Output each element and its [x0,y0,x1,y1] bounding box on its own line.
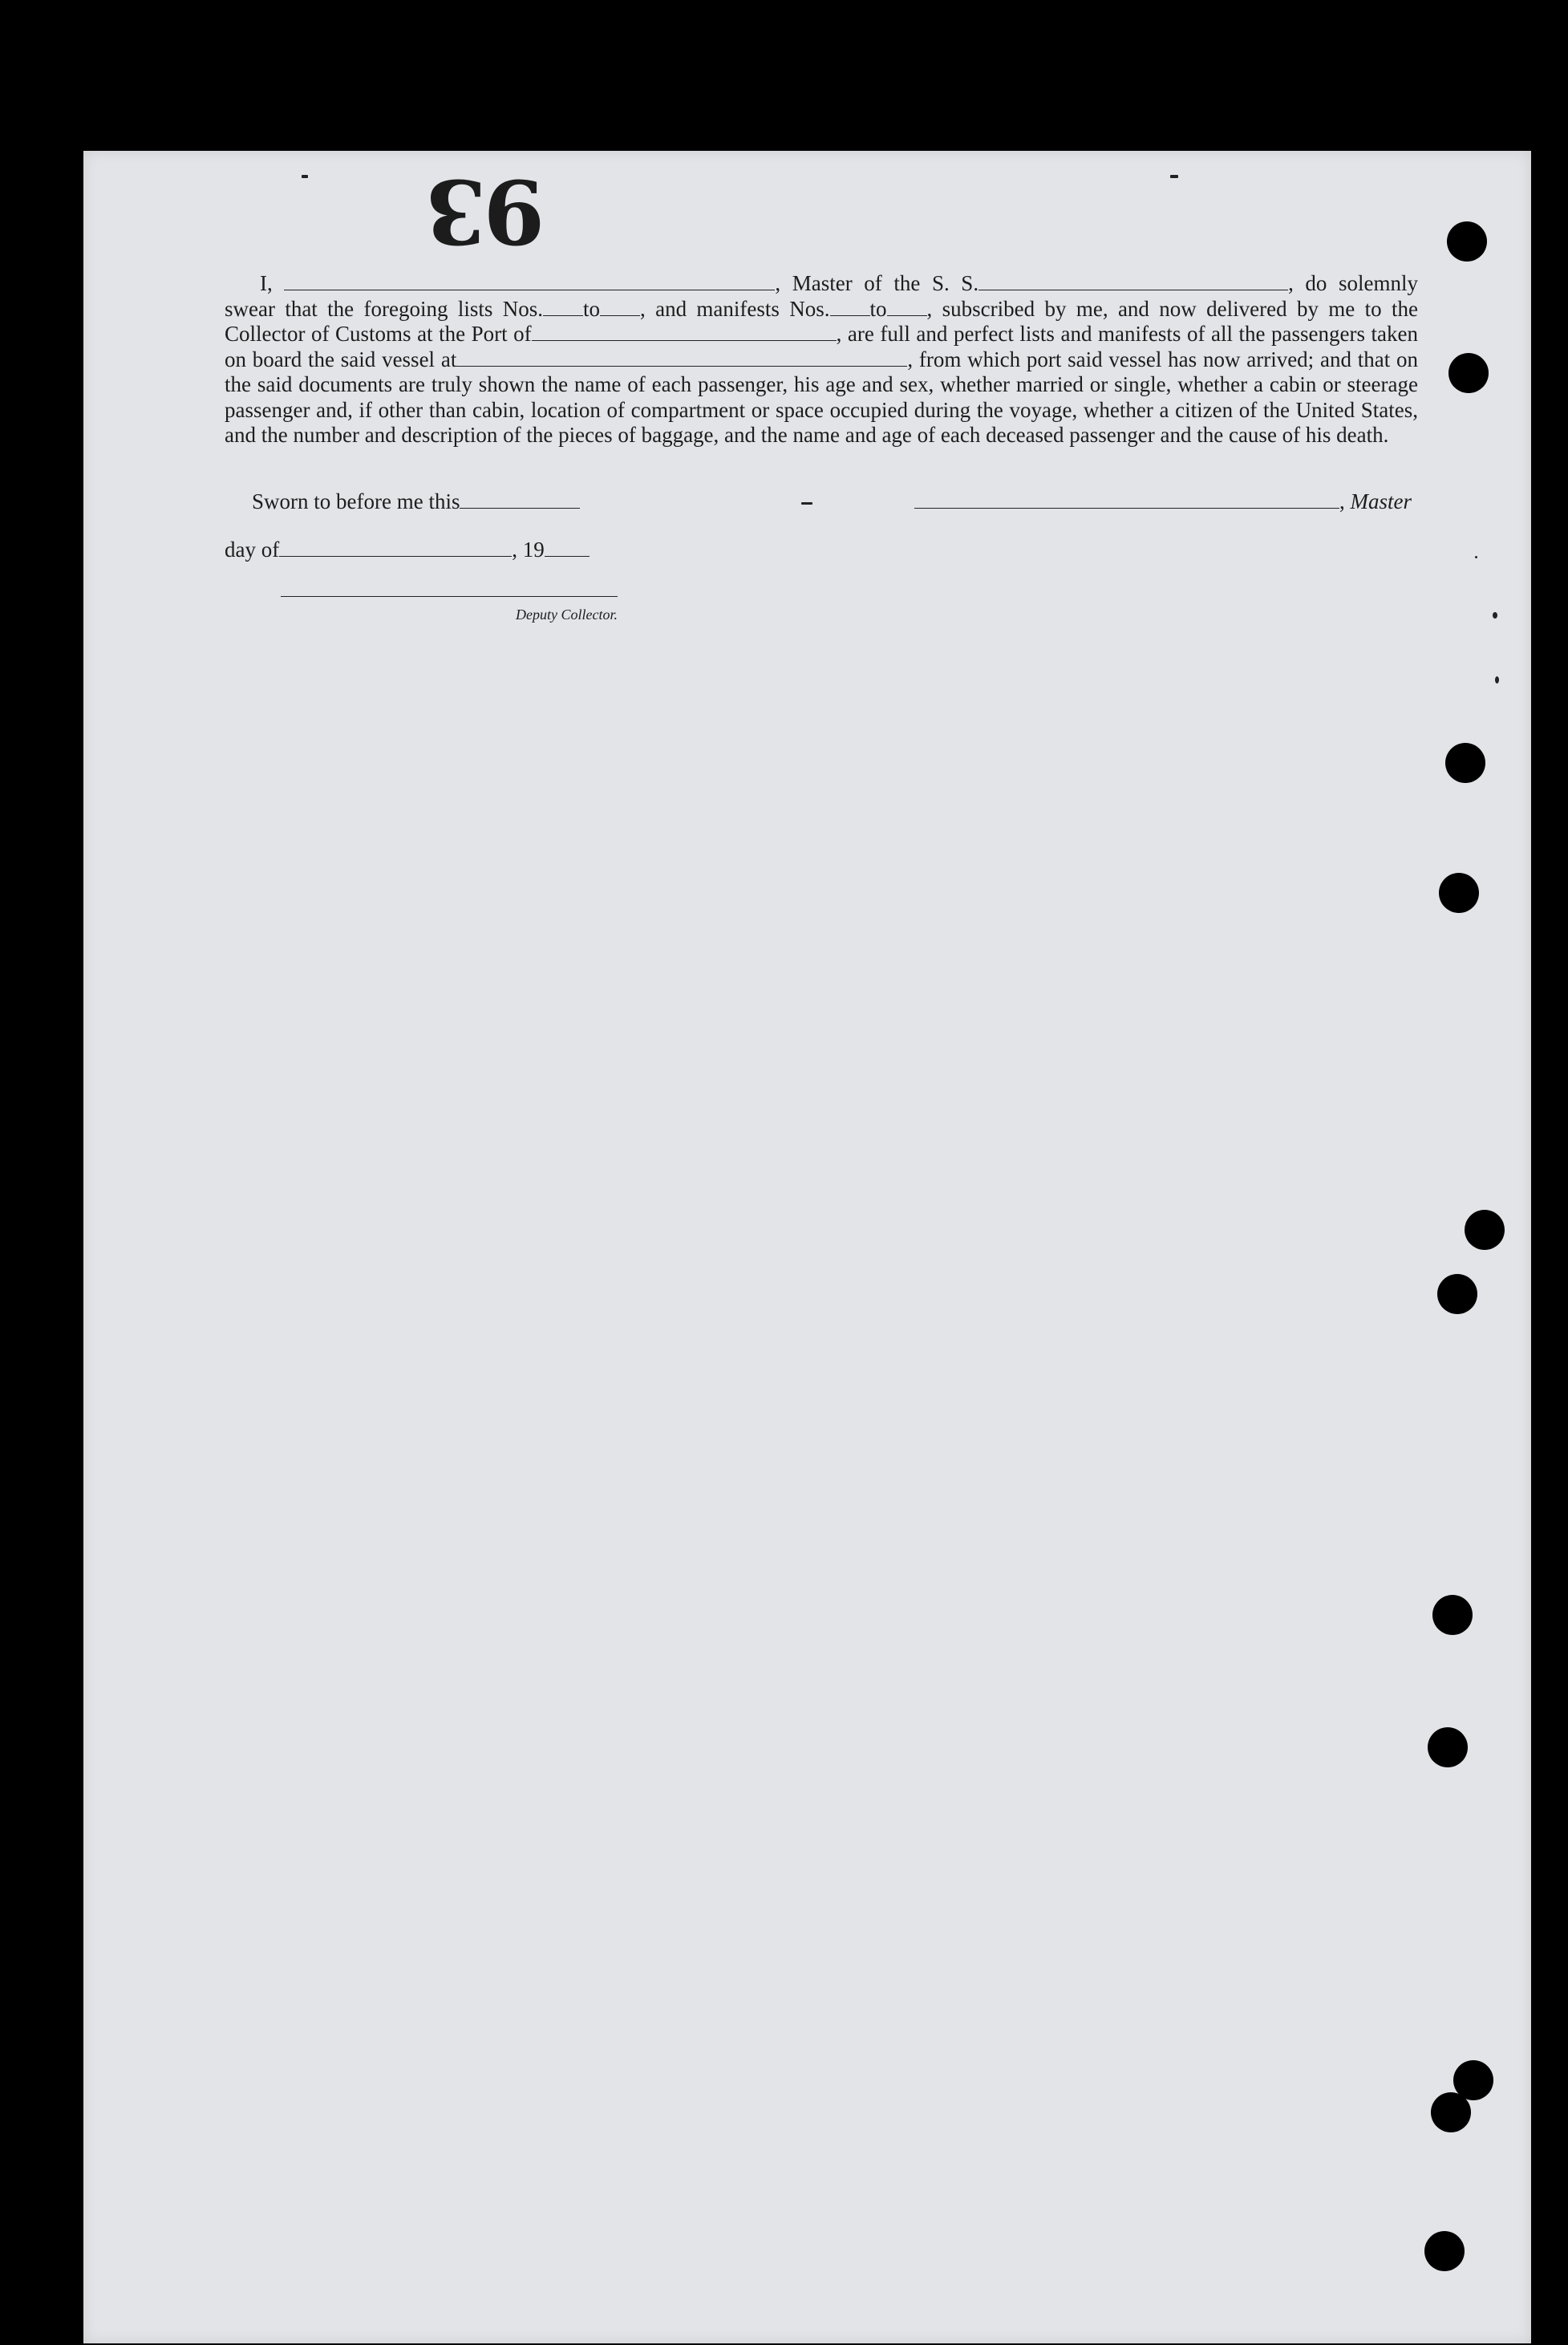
oath-text-3: to [582,296,600,321]
oath-paragraph [225,271,1418,448]
deputy-signature-line[interactable] [281,596,618,597]
oath-text-6: , subscribed by me, and now delivered by me to the Collector of Customs at the Port of [225,296,1418,346]
manifests-from-field[interactable] [830,298,870,316]
manifests-to-field[interactable] [887,298,927,316]
punch-hole [1428,1727,1468,1767]
year-label: , 19 [512,538,545,562]
punch-hole [1431,2092,1471,2132]
oath-text-2: , do solemnly swear that the foregoing lists Nos. [225,271,1419,321]
punch-hole [1437,1274,1477,1314]
oath-pronoun: I, [260,271,273,295]
oath-text-7: , are full and perfect lists and manifests of all the passengers taken on board the said vessel at [225,322,1418,371]
master-label: Master [1350,489,1412,513]
punch-hole [1439,873,1479,913]
speck [801,502,812,505]
punch-hole [1447,221,1487,262]
oath-text-4: , and manifests Nos. [639,296,830,321]
master-name-field[interactable] [284,272,775,290]
lists-from-field[interactable] [543,298,583,316]
manifest-page [83,151,1531,2343]
sworn-label: Sworn to before me this [252,489,460,513]
punch-hole [1445,743,1485,783]
oath-text-1: , Master of the S. S. [775,271,979,295]
master-signature-line [914,489,1412,514]
master-comma: , [1339,489,1345,513]
punch-hole [1448,353,1489,393]
speck [1493,612,1497,619]
oath-text-5: to [869,296,887,321]
speck [1475,556,1477,558]
date-line [225,538,590,562]
sworn-line [252,489,580,514]
day-label: day of [225,538,280,562]
punch-hole [1432,1595,1473,1635]
lists-to-field[interactable] [600,298,640,316]
vessel-name-field[interactable] [978,272,1288,290]
punch-hole [1424,2231,1465,2271]
deputy-collector-label: Deputy Collector. [516,607,618,623]
speck [1495,676,1499,684]
master-signature-field[interactable] [914,490,1339,509]
oath-text-8: , from which port said vessel has now arrived; and that on the said documents are truly shown the name of each passenger, his age and sex, whether married or single, whether a cabin or steerage passenger and, if other than cabin, location of compartment or space occupied during the voyage, whether a citizen of the United States, and the number and description of the pieces of baggage, and the name and age of each deceased passenger and the cause of his death. [225,347,1418,447]
folio-stamp: 93 [428,160,545,263]
departure-port-field[interactable] [456,348,907,367]
year-field[interactable] [545,538,590,557]
speck [302,175,308,178]
speck [1170,175,1178,178]
punch-hole [1465,1210,1505,1250]
month-field[interactable] [279,538,512,557]
sworn-day-field[interactable] [460,490,580,509]
port-field[interactable] [532,323,837,341]
